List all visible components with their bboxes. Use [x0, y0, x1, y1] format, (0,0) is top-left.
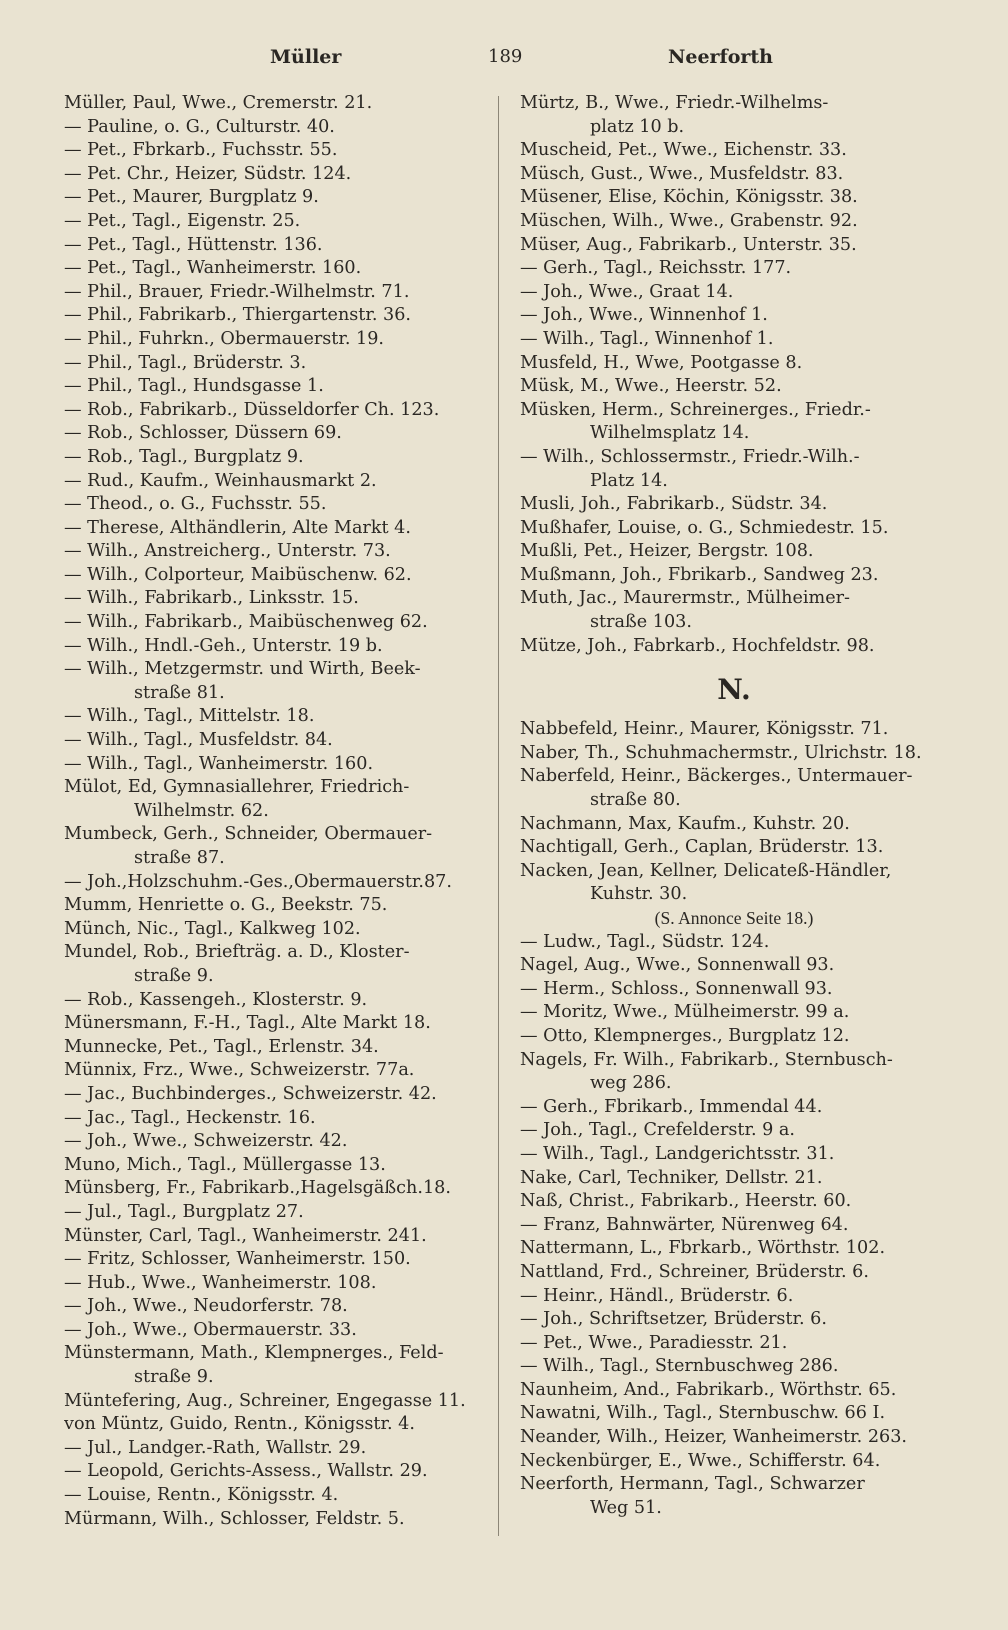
directory-entry: Mußmann, Joh., Fbrikarb., Sandweg 23.	[520, 564, 879, 585]
directory-entry: — Gerh., Fbrikarb., Immendal 44.	[520, 1096, 823, 1117]
directory-entry: — Wilh., Schlossermstr., Friedr.-Wilh.-	[520, 446, 860, 467]
directory-entry: — Jul., Landger.-Rath, Wallstr. 29.	[64, 1437, 367, 1458]
left-column	[64, 92, 482, 1531]
directory-entry: Müsener, Elise, Köchin, Königsstr. 38.	[520, 187, 858, 208]
directory-entry: — Phil., Tagl., Brüderstr. 3.	[64, 352, 307, 373]
directory-entry: — Joh., Wwe., Neudorferstr. 78.	[64, 1296, 348, 1317]
directory-entry: Nagel, Aug., Wwe., Sonnenwall 93.	[520, 955, 835, 976]
directory-entry: — Pet., Maurer, Burgplatz 9.	[64, 187, 319, 208]
directory-entry: — Therese, Althändlerin, Alte Markt 4.	[64, 517, 411, 538]
section-heading: N.	[717, 673, 751, 707]
directory-entry: — Pet., Wwe., Paradiesstr. 21.	[520, 1332, 788, 1353]
directory-entry: Müntefering, Aug., Schreiner, Engegasse 11.	[64, 1390, 466, 1411]
directory-entry: Munnecke, Pet., Tagl., Erlenstr. 34.	[64, 1036, 379, 1057]
directory-entry: — Wilh., Metzgermstr. und Wirth, Beek-	[64, 659, 421, 680]
directory-entry: — Moritz, Wwe., Mülheimerstr. 99 a.	[520, 1002, 850, 1023]
entry-continuation: straße 9.	[134, 965, 214, 986]
entry-continuation: Weg 51.	[590, 1497, 662, 1518]
running-head-left: Müller	[270, 46, 342, 68]
entry-continuation: Platz 14.	[590, 470, 668, 491]
directory-entry: Müsk, M., Wwe., Heerstr. 52.	[520, 376, 782, 397]
directory-entry: Münsberg, Fr., Fabrikarb.,Hagelsgäßch.18.	[64, 1178, 451, 1199]
directory-entry: — Ludw., Tagl., Südstr. 124.	[520, 931, 770, 952]
directory-entry: Musli, Joh., Fabrikarb., Südstr. 34.	[520, 494, 828, 515]
directory-entry: — Heinr., Händl., Brüderstr. 6.	[520, 1285, 794, 1306]
directory-entry: — Phil., Brauer, Friedr.-Wilhelmstr. 71.	[64, 281, 410, 302]
entry-continuation: Wilhelmstr. 62.	[134, 800, 269, 821]
right-column	[520, 92, 948, 1520]
directory-entry: — Wilh., Colporteur, Maibüschenw. 62.	[64, 564, 412, 585]
directory-entry: Nake, Carl, Techniker, Dellstr. 21.	[520, 1167, 823, 1188]
directory-entry: Müser, Aug., Fabrikarb., Unterstr. 35.	[520, 234, 857, 255]
directory-entry: — Wilh., Anstreicherg., Unterstr. 73.	[64, 541, 391, 562]
directory-entry: — Pet., Fbrkarb., Fuchsstr. 55.	[64, 140, 338, 161]
directory-entry: Nachmann, Max, Kaufm., Kuhstr. 20.	[520, 813, 850, 834]
directory-entry: Muno, Mich., Tagl., Müllergasse 13.	[64, 1154, 386, 1175]
directory-entry: Mundel, Rob., Briefträg. a. D., Kloster-	[64, 942, 410, 963]
directory-entry: — Jac., Tagl., Heckenstr. 16.	[64, 1107, 316, 1128]
directory-entry: — Joh., Wwe., Schweizerstr. 42.	[64, 1131, 348, 1152]
directory-entry: Münster, Carl, Tagl., Wanheimerstr. 241.	[64, 1225, 427, 1246]
directory-entry: — Phil., Tagl., Hundsgasse 1.	[64, 376, 324, 397]
entry-continuation: straße 9.	[134, 1367, 214, 1388]
directory-entry: — Pet., Tagl., Eigenstr. 25.	[64, 210, 301, 231]
directory-entry: — Jac., Buchbinderges., Schweizerstr. 42.	[64, 1083, 437, 1104]
directory-entry: Nacken, Jean, Kellner, Delicateß-Händler,	[520, 860, 892, 881]
entry-continuation: platz 10 b.	[590, 116, 685, 137]
directory-entry: Mumm, Henriette o. G., Beekstr. 75.	[64, 895, 388, 916]
directory-entry: — Wilh., Hndl.-Geh., Unterstr. 19 b.	[64, 635, 383, 656]
annonce-note: (S. Annonce Seite 18.)	[654, 908, 814, 928]
directory-entry: — Wilh., Fabrikarb., Linksstr. 15.	[64, 588, 359, 609]
directory-entry: — Wilh., Tagl., Sternbuschweg 286.	[520, 1356, 839, 1377]
directory-entry: — Louise, Rentn., Königsstr. 4.	[64, 1485, 339, 1506]
directory-entry: Muth, Jac., Maurermstr., Mülheimer-	[520, 588, 851, 609]
directory-entry: — Franz, Bahnwärter, Nürenweg 64.	[520, 1214, 849, 1235]
directory-entry: Mülot, Ed, Gymnasiallehrer, Friedrich-	[64, 777, 410, 798]
entry-continuation: straße 80.	[590, 790, 681, 811]
directory-entry: Muscheid, Pet., Wwe., Eichenstr. 33.	[520, 140, 847, 161]
directory-entry: Müller, Paul, Wwe., Cremerstr. 21.	[64, 93, 373, 113]
directory-entry: — Leopold, Gerichts-Assess., Wallstr. 29.	[64, 1461, 428, 1482]
directory-entry: von Müntz, Guido, Rentn., Königsstr. 4.	[64, 1414, 415, 1435]
directory-entry: — Rob., Schlosser, Düssern 69.	[64, 423, 342, 444]
directory-entry: — Joh.,Holzschuhm.-Ges.,Obermauerstr.87.	[64, 871, 452, 892]
directory-entry: Münnix, Frz., Wwe., Schweizerstr. 77a.	[64, 1060, 415, 1081]
directory-entry: Naber, Th., Schuhmachermstr., Ulrichstr. 18.	[520, 742, 922, 763]
entry-continuation: Kuhstr. 30.	[590, 884, 688, 905]
directory-entry: — Joh., Tagl., Crefelderstr. 9 a.	[520, 1120, 796, 1141]
directory-entry: Mütze, Joh., Fabrkarb., Hochfeldstr. 98.	[520, 635, 875, 656]
directory-entry: — Wilh., Tagl., Musfeldstr. 84.	[64, 730, 333, 751]
directory-entry: Mußhafer, Louise, o. G., Schmiedestr. 15.	[520, 517, 889, 538]
directory-entry: Müschen, Wilh., Wwe., Grabenstr. 92.	[520, 210, 858, 231]
directory-entry: — Theod., o. G., Fuchsstr. 55.	[64, 494, 327, 515]
entry-continuation: straße 103.	[590, 612, 692, 633]
directory-entry: Mürmann, Wilh., Schlosser, Feldstr. 5.	[64, 1508, 405, 1529]
directory-entry: Naunheim, And., Fabrikarb., Wörthstr. 65.	[520, 1379, 897, 1400]
directory-entry: — Phil., Fabrikarb., Thiergartenstr. 36.	[64, 305, 412, 326]
directory-entry: Nattermann, L., Fbrkarb., Wörthstr. 102.	[520, 1238, 886, 1259]
directory-entry: — Otto, Klempnerges., Burgplatz 12.	[520, 1025, 850, 1046]
directory-entry: — Jul., Tagl., Burgplatz 27.	[64, 1201, 304, 1222]
directory-entry: Neander, Wilh., Heizer, Wanheimerstr. 263.	[520, 1427, 908, 1448]
page-number: 189	[488, 46, 523, 67]
directory-entry: — Fritz, Schlosser, Wanheimerstr. 150.	[64, 1249, 411, 1270]
directory-entry: Nagels, Fr. Wilh., Fabrikarb., Sternbusch-	[520, 1049, 893, 1070]
directory-entry: — Wilh., Tagl., Landgerichtsstr. 31.	[520, 1143, 835, 1164]
directory-entry: — Wilh., Tagl., Winnenhof 1.	[520, 328, 774, 349]
directory-entry: Musfeld, H., Wwe, Pootgasse 8.	[520, 352, 803, 373]
directory-entry: — Wilh., Tagl., Mittelstr. 18.	[64, 706, 315, 727]
directory-entry: — Gerh., Tagl., Reichsstr. 177.	[520, 258, 792, 279]
directory-entry: Münch, Nic., Tagl., Kalkweg 102.	[64, 918, 361, 939]
directory-entry: — Pet., Tagl., Wanheimerstr. 160.	[64, 258, 362, 279]
directory-entry: Müsken, Herm., Schreinerges., Friedr.-	[520, 399, 871, 420]
entry-continuation: weg 286.	[590, 1073, 672, 1094]
directory-entry: Neerforth, Hermann, Tagl., Schwarzer	[520, 1474, 865, 1495]
directory-entry: — Pauline, o. G., Culturstr. 40.	[64, 116, 335, 137]
directory-entry: Naß, Christ., Fabrikarb., Heerstr. 60.	[520, 1191, 852, 1212]
running-head-right: Neerforth	[668, 46, 774, 68]
directory-entry: — Wilh., Tagl., Wanheimerstr. 160.	[64, 753, 374, 774]
directory-entry: — Rob., Kassengeh., Klosterstr. 9.	[64, 989, 368, 1010]
directory-entry: — Joh., Wwe., Obermauerstr. 33.	[64, 1319, 357, 1340]
directory-entry: — Herm., Schloss., Sonnenwall 93.	[520, 978, 833, 999]
directory-entry: — Joh., Wwe., Winnenhof 1.	[520, 305, 768, 326]
directory-entry: — Joh., Schriftsetzer, Brüderstr. 6.	[520, 1309, 827, 1330]
directory-entry: Nabbefeld, Heinr., Maurer, Königsstr. 71.	[520, 719, 889, 740]
entry-continuation: Wilhelmsplatz 14.	[590, 423, 750, 444]
directory-entry: Nachtigall, Gerh., Caplan, Brüderstr. 13.	[520, 837, 884, 858]
directory-entry: Mußli, Pet., Heizer, Bergstr. 108.	[520, 541, 814, 562]
directory-entry: — Joh., Wwe., Graat 14.	[520, 281, 734, 302]
directory-entry: — Hub., Wwe., Wanheimerstr. 108.	[64, 1272, 377, 1293]
directory-entry: — Pet. Chr., Heizer, Südstr. 124.	[64, 163, 352, 184]
entry-continuation: straße 87.	[134, 848, 225, 868]
directory-entry: — Phil., Fuhrkn., Obermauerstr. 19.	[64, 328, 385, 349]
directory-entry: — Pet., Tagl., Hüttenstr. 136.	[64, 234, 323, 255]
directory-entry: Neckenbürger, E., Wwe., Schifferstr. 64.	[520, 1450, 881, 1471]
directory-entry: Naberfeld, Heinr., Bäckerges., Untermauer-	[520, 766, 913, 787]
directory-entry: — Wilh., Fabrikarb., Maibüschenweg 62.	[64, 612, 428, 633]
directory-entry: — Rob., Fabrikarb., Düsseldorfer Ch. 123.	[64, 399, 440, 420]
directory-entry: Nawatni, Wilh., Tagl., Sternbuschw. 66 I.	[520, 1403, 886, 1424]
directory-entry: Mürtz, B., Wwe., Friedr.-Wilhelms-	[520, 93, 829, 113]
column-divider	[498, 96, 499, 1536]
directory-entry: — Rud., Kaufm., Weinhausmarkt 2.	[64, 470, 377, 491]
entry-continuation: straße 81.	[134, 682, 225, 703]
directory-entry: — Rob., Tagl., Burgplatz 9.	[64, 446, 304, 467]
directory-entry: Mumbeck, Gerh., Schneider, Obermauer-	[64, 824, 433, 845]
directory-entry: Münstermann, Math., Klempnerges., Feld-	[64, 1343, 444, 1364]
directory-entry: Nattland, Frd., Schreiner, Brüderstr. 6.	[520, 1261, 869, 1282]
directory-entry: Münersmann, F.-H., Tagl., Alte Markt 18.	[64, 1013, 431, 1034]
directory-entry: Müsch, Gust., Wwe., Musfeldstr. 83.	[520, 163, 844, 184]
